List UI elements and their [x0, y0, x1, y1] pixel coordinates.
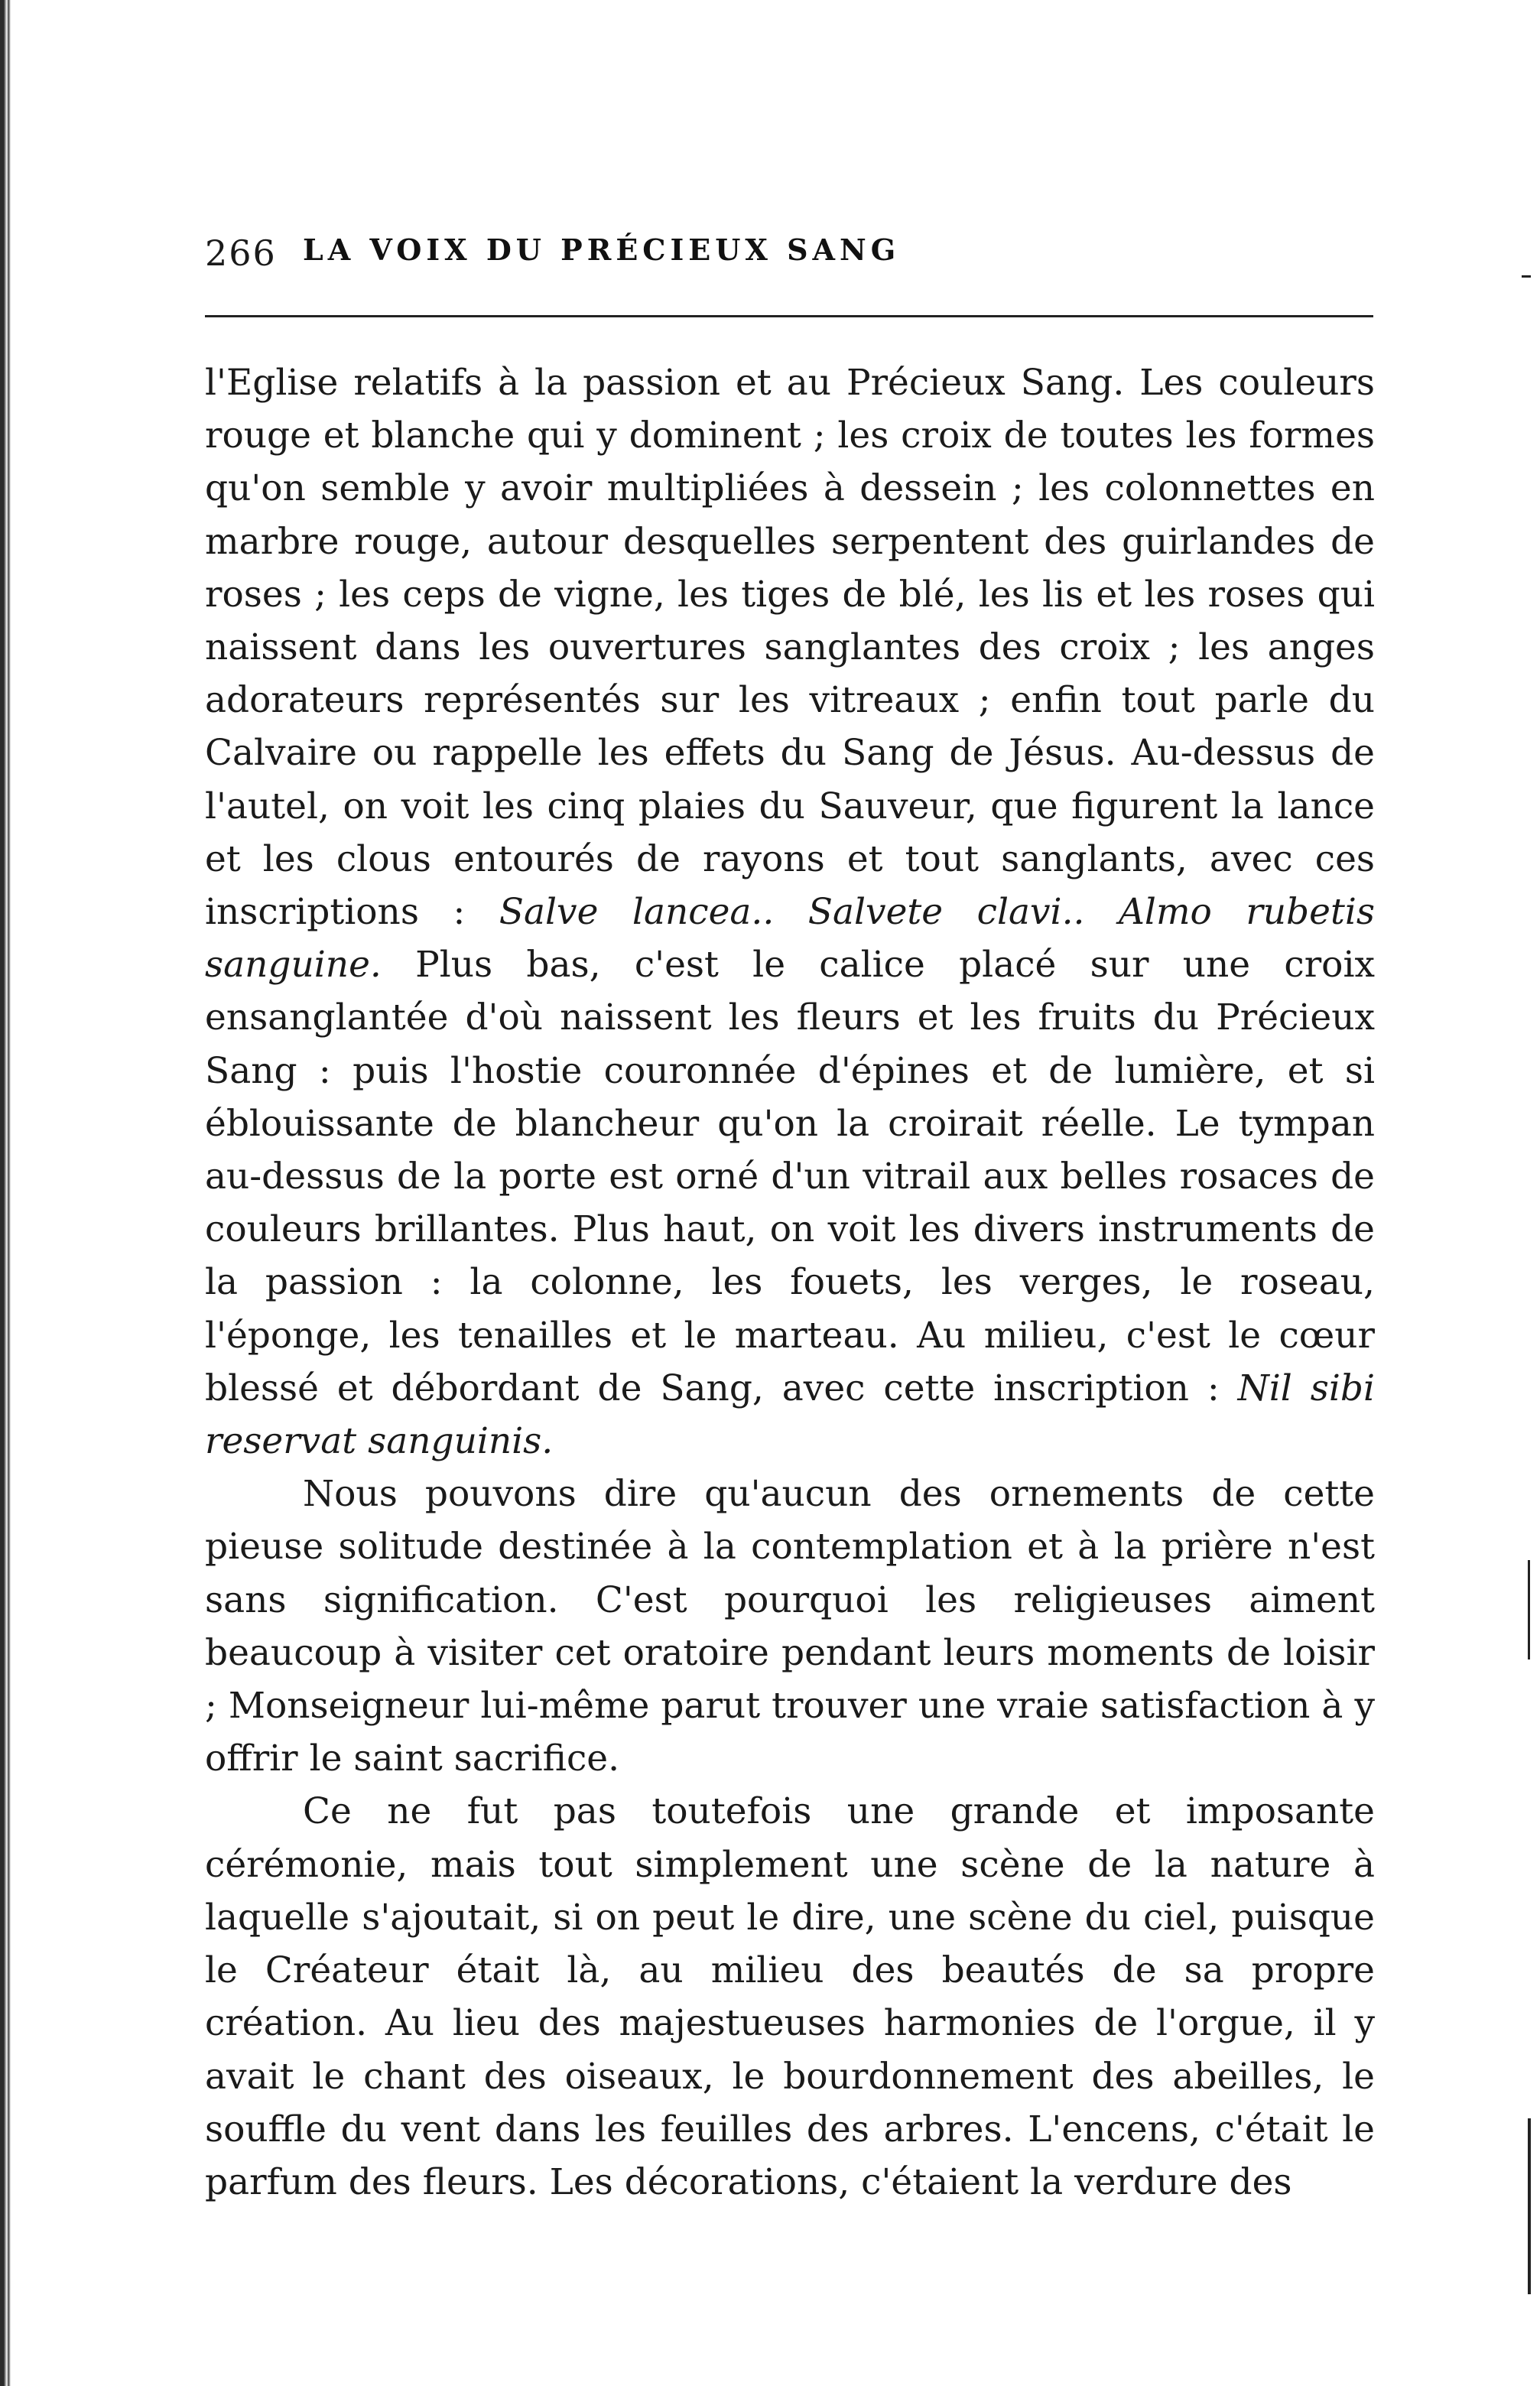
latin-inscription: Nil sibi reservat sanguinis.: [205, 1367, 1375, 1463]
text-run: Plus bas, c'est le calice placé sur une croix ensanglantée d'où naissent les fleurs et les fruits du Précieux Sang : puis l'hostie couronnée d'épines et de lumière, et si éblouissante de blancheur qu'on la croirait réelle. Le tympan au-dessus de la porte est orné d'un vitrail aux belles rosaces de couleurs brillantes. Plus haut, on voit les divers instruments de la passion : la colonne, les fouets, les verges, le roseau, l'éponge, les tenailles et le marteau. Au milieu, c'est le cœur blessé et débordant de Sang, avec cette inscription :: [205, 944, 1375, 1409]
edge-mark: [1522, 275, 1531, 278]
page-header: [205, 226, 1382, 295]
text-run: Nous pouvons dire qu'aucun des ornements de cette pieuse solitude destinée à la contemplation et à la prière n'est sans signification. C'est pourquoi les religieuses aiment beaucoup à visiter cet oratoire pendant leurs moments de loisir ; Monseigneur lui-même parut trouver une vraie satisfaction à y offrir le saint sacrifice.: [205, 1473, 1375, 1780]
paragraph: [205, 1468, 1375, 1785]
text-run: l'Eglise relatifs à la passion et au Précieux Sang. Les couleurs rouge et blanche qui y dominent ; les croix de toutes les formes qu'on semble y avoir multipliées à dessein ; les colonnettes en marbre rouge, autour desquelles serpentent des guirlandes de roses ; les ceps de vigne, les tiges de blé, les lis et les roses qui naissent dans les ouvertures sanglantes des croix ; les anges adorateurs représentés sur les vitreaux ; enfin tout parle du Calvaire ou rappelle les effets du Sang de Jésus. Au-dessus de l'autel, on voit les cinq plaies du Sauveur, que figurent la lance et les clous entourés de rayons et tout sanglants, avec ces inscriptions :: [205, 362, 1375, 934]
header-rule: [205, 315, 1373, 317]
body-text: [205, 356, 1375, 2209]
latin-inscription: Salve lancea.. Salvete clavi.. Almo rubetis sanguine.: [205, 891, 1375, 987]
edge-mark: [1528, 2118, 1531, 2294]
binding-edge: [0, 0, 11, 2386]
paragraph: [205, 1785, 1375, 2209]
edge-mark: [1528, 1560, 1530, 1659]
running-title: LA VOIX DU PRÉCIEUX SANG: [303, 232, 901, 267]
text-run: Ce ne fut pas toutefois une grande et imposante cérémonie, mais tout simplement une scène de la nature à laquelle s'ajoutait, si on peut le dire, une scène du ciel, puisque le Créateur était là, au milieu des beautés de sa propre création. Au lieu des majestueuses harmonies de l'orgue, il y avait le chant des oiseaux, le bourdonnement des abeilles, le souffle du vent dans les feuilles des arbres. L'encens, c'était le parfum des fleurs. Les décorations, c'étaient la verdure des: [205, 1790, 1375, 2203]
page-number: 266: [205, 232, 277, 274]
paragraph: [205, 356, 1375, 1468]
